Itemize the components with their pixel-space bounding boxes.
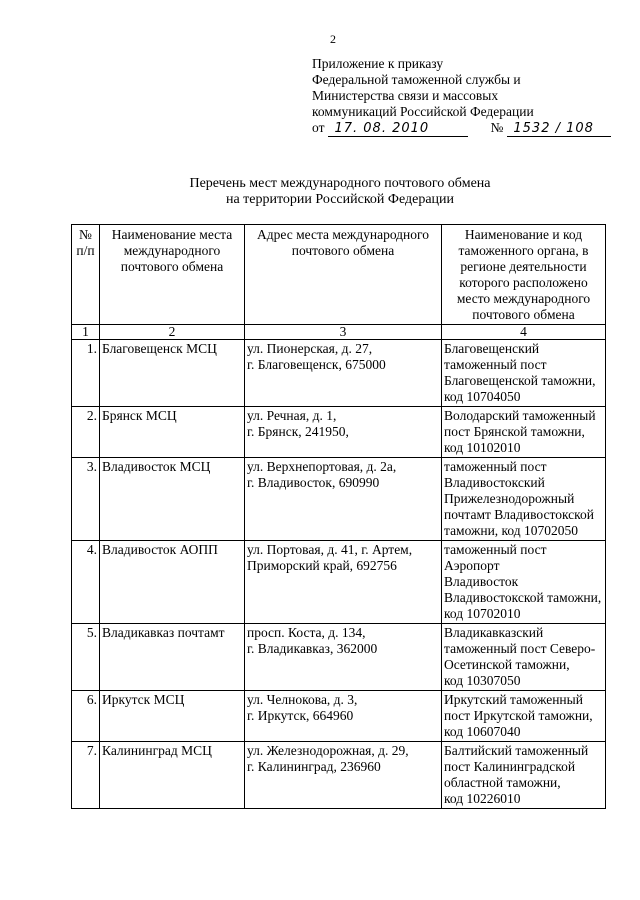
address-line: г. Брянск, 241950,: [247, 424, 349, 439]
order-date-line: [312, 120, 632, 137]
appendix-line: Приложение к приказу: [312, 56, 444, 71]
office-line: областной таможни,: [444, 775, 561, 790]
address-line: г. Иркутск, 664960: [247, 708, 354, 723]
address-line: г. Владикавказ, 362000: [247, 641, 378, 656]
address-line: ул. Железнодорожная, д. 29,: [247, 743, 409, 758]
address-line: Приморский край, 692756: [247, 558, 397, 573]
place-name: Владикавказ почтамт: [100, 624, 245, 691]
appendix-line: Министерства связи и массовых: [312, 88, 499, 103]
row-number: 2.: [72, 407, 100, 458]
order-date: 17. 08. 2010: [328, 122, 468, 137]
place-address: [245, 458, 442, 541]
row-number: 5.: [72, 624, 100, 691]
table-row: [72, 624, 606, 691]
row-number: 3.: [72, 458, 100, 541]
column-index: 1: [72, 325, 100, 340]
column-index: 2: [100, 325, 245, 340]
office-line: таможенный пост: [444, 357, 547, 372]
order-number: 1532 / 108: [507, 122, 611, 137]
address-line: ул. Верхнепортовая, д. 2а,: [247, 459, 397, 474]
place-name: Иркутск МСЦ: [100, 691, 245, 742]
address-line: г. Калининград, 236960: [247, 759, 381, 774]
place-address: [245, 340, 442, 407]
address-line: ул. Челнокова, д. 3,: [247, 692, 358, 707]
place-address: [245, 407, 442, 458]
office-line: код 10607040: [444, 724, 521, 739]
office-line: код 10226010: [444, 791, 521, 806]
list-title-line: Перечень мест международного почтового обмена: [189, 176, 491, 191]
place-address: [245, 691, 442, 742]
place-address: [245, 624, 442, 691]
customs-office: [442, 691, 606, 742]
column-index-row: [72, 325, 606, 340]
postal-exchange-table: [71, 224, 606, 809]
table-row: [72, 691, 606, 742]
address-line: г. Владивосток, 690990: [247, 475, 380, 490]
page-number: 2: [330, 32, 336, 46]
office-line: пост Брянской таможни,: [444, 424, 585, 439]
appendix-line: Федеральной таможенной службы и: [312, 72, 521, 87]
office-line: Благовещенской таможни,: [444, 373, 596, 388]
column-index: 3: [245, 325, 442, 340]
office-line: таможенный пост: [444, 459, 547, 474]
address-line: ул. Пионерская, д. 27,: [247, 341, 373, 356]
table-header-row: [72, 225, 606, 325]
address-line: г. Благовещенск, 675000: [247, 357, 386, 372]
office-line: Балтийский таможенный: [444, 743, 589, 758]
list-title: [0, 176, 640, 208]
address-line: ул. Портовая, д. 41, г. Артем,: [247, 542, 413, 557]
office-line: Благовещенский: [444, 341, 540, 356]
row-number: 6.: [72, 691, 100, 742]
list-title-line: на территории Российской Федерации: [225, 192, 455, 207]
customs-office: [442, 458, 606, 541]
office-line: код 10307050: [444, 673, 521, 688]
office-line: Владикавказский: [444, 625, 544, 640]
address-line: ул. Речная, д. 1,: [247, 408, 337, 423]
office-line: пост Калининградской: [444, 759, 576, 774]
address-line: просп. Коста, д. 134,: [247, 625, 366, 640]
table-body: [72, 340, 606, 809]
header-name: Наименование места международного почтового обмена: [100, 225, 245, 325]
office-line: Иркутский таможенный: [444, 692, 583, 707]
row-number: 7.: [72, 742, 100, 809]
row-number: 1.: [72, 340, 100, 407]
place-name: Калининград МСЦ: [100, 742, 245, 809]
place-name: Владивосток МСЦ: [100, 458, 245, 541]
table-row: [72, 458, 606, 541]
customs-office: [442, 624, 606, 691]
office-line: Владивостокский: [444, 475, 545, 490]
office-line: пост Иркутской таможни,: [444, 708, 593, 723]
customs-office: [442, 340, 606, 407]
place-name: Брянск МСЦ: [100, 407, 245, 458]
office-line: код 10702010: [444, 606, 521, 621]
header-customs-office: Наименование и код таможенного органа, в регионе деятельности которого расположено место международного почтового обмена: [442, 225, 606, 325]
column-index: 4: [442, 325, 606, 340]
customs-office: [442, 742, 606, 809]
customs-office: [442, 541, 606, 624]
place-address: [245, 742, 442, 809]
office-line: почтамт Владивостокской: [444, 507, 595, 522]
place-name: Владивосток АОПП: [100, 541, 245, 624]
appendix-header: [312, 56, 632, 137]
number-prefix: №: [490, 120, 504, 135]
office-line: таможенный пост Аэропорт: [444, 542, 547, 573]
table-row: [72, 541, 606, 624]
table-row: [72, 742, 606, 809]
place-name: Благовещенск МСЦ: [100, 340, 245, 407]
office-line: Володарский таможенный: [444, 408, 596, 423]
customs-office: [442, 407, 606, 458]
office-line: код 10102010: [444, 440, 521, 455]
place-address: [245, 541, 442, 624]
office-line: код 10704050: [444, 389, 521, 404]
office-line: Владивостокской таможни,: [444, 590, 602, 605]
header-address: Адрес места международного почтового обмена: [245, 225, 442, 325]
office-line: таможни, код 10702050: [444, 523, 579, 538]
table-row: [72, 340, 606, 407]
office-line: Владивосток: [444, 574, 519, 589]
table-row: [72, 407, 606, 458]
header-num: № п/п: [72, 225, 100, 325]
office-line: таможенный пост Северо-: [444, 641, 596, 656]
office-line: Осетинской таможни,: [444, 657, 570, 672]
date-prefix: от: [312, 120, 325, 135]
appendix-line: коммуникаций Российской Федерации: [312, 104, 534, 119]
office-line: Прижелезнодорожный: [444, 491, 575, 506]
row-number: 4.: [72, 541, 100, 624]
